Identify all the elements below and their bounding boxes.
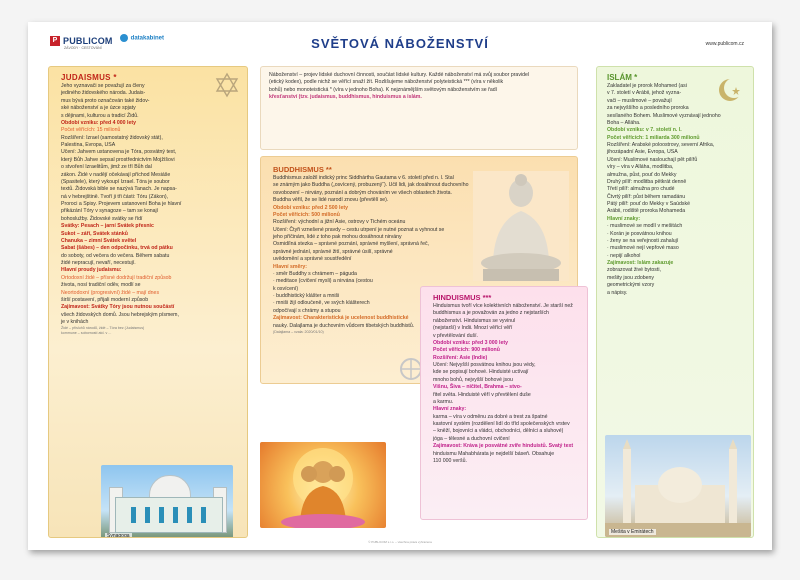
buddhism-line: Období vzniku: před 2 500 lety [273,204,348,211]
islam-line: Rozšíření: Arabské poloostrovy, severní Afrika, [607,142,715,148]
hinduism-line: – kněží, bojovníci a vládci, obchodníci, dělníci a sluhové) [433,428,564,435]
islam-line: · Korán je posvátnou knihou [607,230,672,237]
synagogue-window [187,507,192,523]
judaism-line: kommune – soborností atd. v ... [61,331,112,336]
islam-line: Učení: Muslimové naslouchají pět pilířů [607,156,698,163]
judaism-line: bohoslužby. Židovské svátky se řídí [61,215,143,222]
judaism-line: ná v hebrejštině. Tvoří ji tři části: Tóru (Zákon), [61,193,169,200]
buddhism-line: odpočívají s chrámy a stupou [273,307,341,314]
intro-line: bohů) nebo monoteistická * (víra v jednoho Boha). K nejznámějším světovým náboženstvím se řadí [269,86,498,93]
publicom-logo-mark: P [50,36,60,46]
buddhism-line: · mniši žijí odloučeně, ve svých klášterech [273,300,370,307]
header [28,22,772,52]
buddhism-line: k osvícení) [273,285,299,292]
hinduism-line: 110 000 veršů. [433,457,467,464]
hinduism-line: Hlavní znaky: [433,406,467,413]
islam-line: sesílaného Bohem. Muslimové vyznávají jednoho [607,112,721,119]
hinduism-line: a karmu. [433,398,454,405]
judaism-line: mus bývá proto označován také židov- [61,97,150,104]
judaism-line: textů. Židovská bible se nazývá Tanach. Je napsa- [61,186,177,193]
hinduism-line: Počet věřících: 900 milionů [433,347,500,354]
hinduism-line: kastovní systém (rozdělení lidí do tříd společenských vrstev [433,421,570,427]
synagogue-window [131,507,136,523]
islam-text [607,83,743,297]
synagogue-window [201,507,206,523]
buddhism-line: Buddha věřil, že se lidé narodí znovu (převtělí se). [273,197,389,204]
islam-line: Druhý pilíř: modlitba pětkrát denně [607,178,687,185]
judaism-line: přikázání Tóry v synagoze – tam se konají [61,208,159,215]
hinduism-line: Zajímavost: Kráva je posvátné zvíře hinduistů. Svatý text [433,443,574,450]
buddhism-line: Zajímavost: Charakteristická je ucelenost buddhistické [273,315,409,322]
buddhism-line: nauky. Dalajlama je duchovním vůdcem tibetských buddhistů. [273,322,415,329]
judaism-line: Ortodoxní židé – přísné dodržují tradiční způsob [61,274,172,281]
judaism-line: Sukot – září, Svátek stánků [61,230,128,237]
publisher-url: www.publicom.cz [705,41,744,47]
hinduism-line: jóga – tělesné a duchovní cvičení [433,435,510,442]
hinduism-line: kde se popisují bohové. Hinduisté uctívají [433,369,529,376]
islam-line: · muslimové se modlí v mešitách [607,223,683,230]
hinduism-line: buddhismus a je považován za jedno z nejstarších [433,310,549,317]
mosque-caption: Mešita v Emirátech [611,529,654,535]
judaism-line: do soboty, od večera do večera. Během sabatu [61,252,170,259]
synagogue-photo [101,465,233,538]
judaism-line: Učení: Jahvem ustanovena je Tóra, posvátný text, [61,149,177,156]
publisher-name: PUBLICOM [63,36,113,46]
judaism-line: Sabat (šábes) – den odpočinku, trvá od pátku [61,245,173,252]
buddhism-line: Počet věřících: 500 milionů [273,211,340,218]
judaism-line: všech židovských domů. Jsou hebrejským písmem, [61,311,179,318]
buddhism-line: jeho příčinám, lidé z toho pak mohou dosáhnout nirvány [273,234,402,240]
islam-line: mešity jsou zdobeny [607,274,654,281]
judaism-line: širší postavení, přijali moderní způsob [61,296,149,303]
judaism-line: Svátky: Pesach – jarní Svátek přesnic [61,223,154,230]
judaism-line: o stvoření Izraelitům, jimž ze tří Bůh dal [61,164,152,171]
poster-sheet [28,22,772,550]
judaism-line: Židé – přísluhů národů, židé – Tóra bez (Judaismus) [61,326,145,331]
judaism-line: Proroci a Spisy. Projevem ustanovení Boha je hlavní [61,201,182,207]
judaism-line: (Spasitele), který vykoupí Izrael. Tóra je soubor [61,178,170,185]
buddhism-credit: (Dalajlama – vzala: 2020/01/10) [273,329,324,334]
buddhism-title: BUDDHISMUS ** [273,165,332,174]
hinduism-line: řitel světa. Hinduisté věří v převtělení duše [433,391,531,398]
islam-line: jihozápadní Asie, Evropa, USA [607,149,678,156]
islam-line: Arábii, rodiště proroka Mohameda [607,208,686,215]
islam-line: Pátý pilíř: pouť do Mekky v Saúdské [607,201,690,207]
islam-line: vači – muslimové – považují [607,97,672,104]
islam-line: zobrazovat živé bytosti, [607,267,661,274]
publisher-tagline: ZÁVODY · CESTOVÁNÍ [64,46,102,50]
mosque-photo [605,435,751,537]
buddhism-line: uvědomění a správné soustředění [273,256,352,263]
hinduism-title: HINDUISMUS *** [433,293,492,302]
judaism-line: jediného židovského národa. Judais- [61,90,146,97]
judaism-line: židé nepracují, nevaří, necestují. [61,260,136,266]
buddhism-line: Buddhismus založil indický princ Siddhártha Gautama v 6. století před n. l. Stal [273,175,454,181]
islam-title: ISLÁM * [607,73,638,82]
islam-line: almužna, půst, pouť do Mekky [607,171,677,178]
judaism-line: který Bůh Jahve sepsal prostřednictvím Mojžíšovi [61,156,175,163]
judaism-panel [48,66,248,538]
judaism-line: Palestina, Evropa, USA [61,142,116,148]
buddhism-line: · meditace (cvičení mysli) a nirvána (cestou [273,278,373,285]
islam-line: za nejvyššího a posledního proroka [607,105,689,112]
judaism-line: Období vzniku: před 4 000 lety [61,119,136,126]
hinduism-line: náboženství. Hinduismus se vyvinul [433,317,516,324]
islam-line: v 7. století v Arábii, jehož vyzna- [607,90,682,97]
buddhism-line: Hlavní směry: [273,263,308,270]
islam-line: Období vzniku: v 7. století n. l. [607,127,682,134]
brahma-deity-image [260,442,386,528]
islam-line: Hlavní znaky: [607,215,641,222]
intro-line: (etický kodex), podle nichž se věřící snaží žít. Rozlišujeme náboženství polyteistická *** (víra v několik [269,79,504,86]
synagogue-window [145,507,150,523]
intro-text [269,72,567,102]
islam-line: · muslimové nejí vepřové maso [607,245,679,252]
islam-line: Zakladatel je prorok Mohamed (asi [607,83,687,89]
islam-line: Třetí pilíř: almužna pro chudé [607,186,675,193]
buddha-statue-image [473,171,569,281]
judaism-line: Chanuka – zimní Svátek světel [61,237,137,244]
intro-line: křesťanství (tzv. judaismus, buddhismus, hinduismus a islám. [269,94,422,101]
islam-line: Počet věřících: 1 miliarda 300 milionů [607,134,700,141]
judaism-line: Jeho vyznavači se považují za členy [61,83,145,89]
buddhism-line: osvobození – nirvány, poznání a dobrým chováním ve všech oblastech života. [273,189,452,196]
islam-line: Čtvrtý pilíř: půst během ramadánu [607,193,686,200]
synagogue-window [173,507,178,523]
buddhism-line: správné jednání, správné žití, správné úsilí, správné [273,248,393,255]
hinduism-line: Rozšíření: Asie (Indie) [433,354,488,361]
judaism-title: JUDAISMUS * [61,73,117,82]
buddhism-line: Učení: Čtyři vznešené pravdy – cestu utrpení je nutné poznat a vyhnout se [273,226,445,233]
judaism-line: Rozšíření: Izrael (samostatný židovský stát), [61,134,163,141]
islam-panel [596,66,754,538]
islam-line: Zajímavost: Islám zakazuje [607,260,674,266]
islam-line: · nepijí alkohol [607,252,641,259]
hinduism-line: hinduismu Mahabhárata je nejdelší báseň. Obsahuje [433,450,555,457]
islam-line: a nápisy. [607,289,628,296]
buddhism-line: · směr Buddhy s chrámem – páguda [273,270,357,277]
buddhism-line: Osmidílná stezka – správné poznání, správné myšlení, správná řeč, [273,241,429,248]
judaism-line: Neortodoxní (progresivní) židé – mají dnes [61,289,160,296]
islam-line: Boha – Alláha. [607,119,641,126]
judaism-line: Zajímavost: Svátky Tóry jsou nutnou součástí [61,304,175,311]
hinduism-line: karma – víra v odměnu za dobré a trest za špatné [433,413,548,420]
hinduism-panel [420,286,588,520]
synagogue-window [159,507,164,523]
judaism-line: je v knihách [61,319,89,325]
hinduism-line: Učení: Nejvyšší posvátnou knihou jsou védy, [433,362,536,368]
judaism-line: Počet věřících: 15 milionů [61,127,121,134]
mosque-illustration [605,435,751,537]
islam-line: geometrickými vzory [607,282,655,289]
hinduism-line: Hinduismus tvoří více kolektivních náboženství. Je starší než [433,303,573,309]
hinduism-line: (nejstarší) v Indii. Mnozí věřící věří [433,325,513,332]
buddhism-line: Rozšíření: východní a jižní Asie, ostrovy v Tichém oceánu [273,219,406,226]
buddhism-line: se známým jako Buddha („osvícený, probuzený“). Učil lidi, jak dosáhnout duchovního [273,182,469,189]
hinduism-line: Období vzniku: před 3 000 lety [433,339,508,346]
hinduism-line: Višnu, Šiva – ničitel, Brahma – stvo- [433,384,522,391]
judaism-line: zákon. Židé v nadějí očekávají příchod Mesiáše [61,171,171,178]
hinduism-line: v převtělování duší. [433,332,478,339]
islam-line: · ženy se na veřejnosti zahalují [607,237,679,244]
judaism-line: Hlavní proudy judaismu: [61,267,122,274]
judaism-text [61,83,211,443]
intro-line: Náboženství – projev lidské duchovní činnosti, součást lidské kultury. Každé náboženství má svůj soubor pravidel [269,72,529,78]
buddhism-line: · buddhistický klášter a mniši [273,293,340,299]
footer-text: © PUBLICOM s.r.o. – všechna práva vyhrazena [368,540,432,544]
hinduism-line: mnoho bohů, nejvyšší bohové jsou [433,376,513,383]
page-title: SVĚTOVÁ NÁBOŽENSTVÍ [311,36,489,51]
intro-panel [260,66,578,150]
synagogue-caption: Synagoga [107,533,130,538]
datakabinet-name: datakabinet [130,35,165,42]
star-of-david-icon [214,72,240,98]
judaism-line: s dějinami, kulturou a tradicí Židů. [61,112,139,119]
islam-line: víry – víra v Alláha, modlitba, [607,164,674,171]
judaism-line: života, nosí tradiční oděv, modlí se [61,282,141,289]
hinduism-text [433,303,579,465]
judaism-line: ské náboženství a je úzce spjaty [61,105,136,112]
